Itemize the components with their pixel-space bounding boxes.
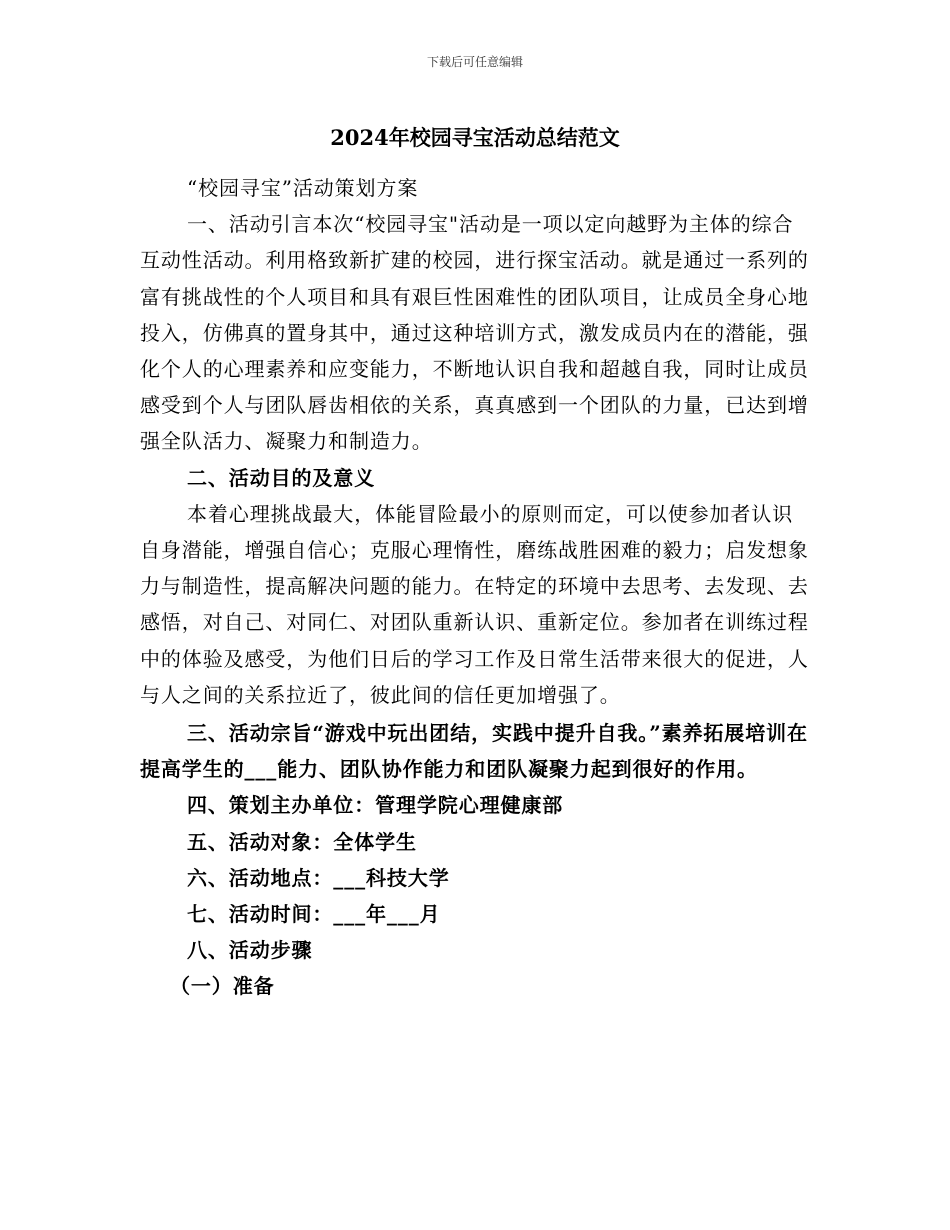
document-title: 2024年校园寻宝活动总结范文: [330, 125, 620, 150]
paragraph-introduction: 一、活动引言本次“校园寻宝"活动是一项以定向越野为主体的综合互动性活动。利用格致新扩建的校园，进行探宝活动。就是通过一系列的富有挑战性的个人项目和具有艰巨性困难性的团队项目，让成员全身心地投入，仿佛真的置身其中，通过这种培训方式，激发成员内在的潜能，强化个人的心理素养和应变能力，不断地认识自我和超越自我，同时让成员感受到个人与团队唇齿相依的关系，真真感到一个团队的力量，已达到增强全队活力、凝聚力和制造力。: [140, 212, 809, 454]
paragraph-plan-title: “校园寻宝”活动策划方案: [187, 176, 419, 200]
section-organizer: 四、策划主办单位：管理学院心理健康部: [187, 793, 564, 818]
page-header-note: 下载后可任意编辑: [426, 55, 523, 69]
paragraph-purpose: 本着心理挑战最大，体能冒险最小的原则而定，可以使参加者认识自身潜能，增强自信心；克服心理惰性，磨练战胜困难的毅力；启发想象力与制造性，提高解决问题的能力。在特定的环境中去思考、去发现、去感悟，对自己、对同仁、对团队重新认识、重新定位。参加者在训练过程中的体验及感受，为他们日后的学习工作及日常生活带来很大的促进，人与人之间的关系拉近了，彼此间的信任更加增强了。: [140, 501, 809, 707]
paragraph-tenet: 三、活动宗旨“游戏中玩出团结，实践中提升自我。”素养拓展培训在提高学生的___能力、团队协作能力和团队凝聚力起到很好的作用。: [140, 721, 808, 782]
section-time: 七、活动时间：___年___月: [187, 902, 441, 927]
section-heading-purpose: 二、活动目的及意义: [187, 465, 376, 490]
subsection-preparation: （一）准备: [170, 974, 275, 999]
document-body: [140, 170, 810, 1005]
section-steps: 八、活动步骤: [187, 938, 313, 963]
section-audience: 五、活动对象：全体学生: [187, 829, 417, 854]
section-location: 六、活动地点：___科技大学: [187, 865, 450, 890]
